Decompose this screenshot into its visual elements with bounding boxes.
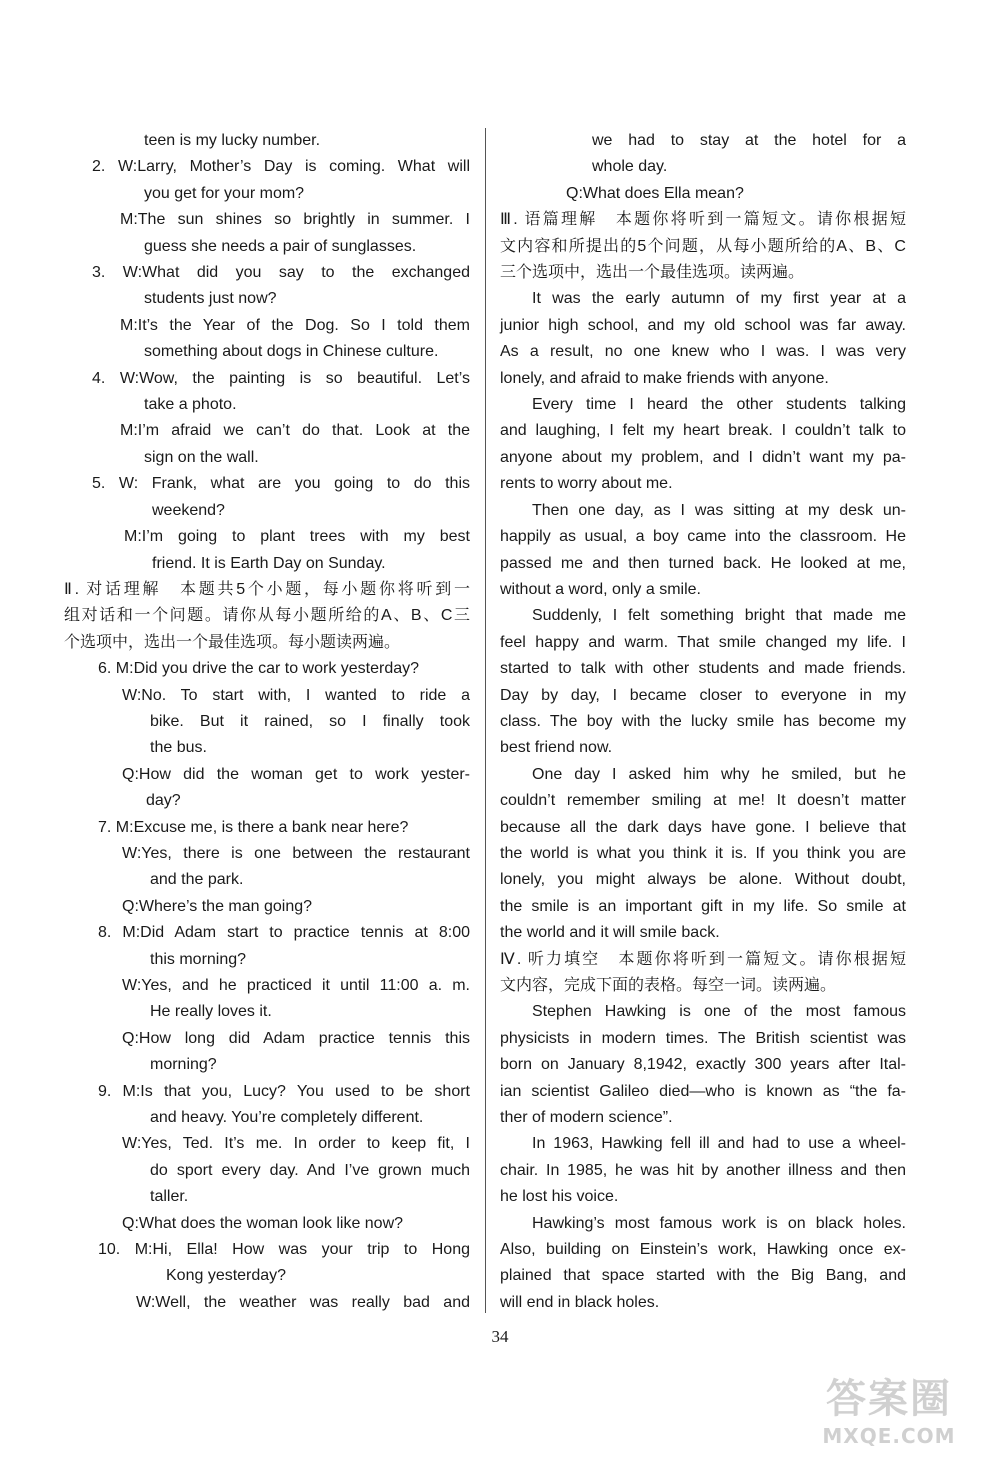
text-line: In 1963, Hawking fell ill and had to use a wheel- [532,1135,906,1153]
text-line: the bus. [150,739,207,757]
text-line: passed me and then turned back. He looked at me, [500,554,906,572]
text-line: 个选项中，选出一个最佳选项。每小题读两遍。 [64,633,401,651]
text-line: best friend now. [500,739,613,757]
text-line: Q:Where’s the man going? [122,897,313,915]
text-line: will end in black holes. [500,1293,660,1311]
text-line: W:Yes, and he practiced it until 11:00 a. m. [122,977,470,994]
text-line: this morning? [150,950,247,968]
text-line: Q:How did the woman get to work yester- [122,765,470,783]
text-line: One day I asked him why he smiled, but he [532,765,906,783]
text-line: and the park. [150,871,244,889]
text-line: Q:How long did Adam practice tennis this [122,1029,470,1047]
text-line: the world is what you think it is. If you think you are [500,844,906,862]
text-line: It was the early autumn of my first year at a [532,290,906,308]
text-line: the smile is an important gift in my life. So smile at [500,897,906,915]
text-line: 文内容和所提出的5个问题，从每小题所给的A、B、C [500,237,906,255]
text-line: and heavy. You’re completely different. [150,1109,424,1127]
text-line: take a photo. [144,396,237,414]
text-line: Also, building on Einstein’s work, Hawking once ex- [500,1241,906,1259]
text-line: Suddenly, I felt something bright that made me [532,607,906,625]
text-line: started to talk with other students and made friends. [500,660,906,678]
text-line: day? [146,792,181,810]
text-line: Hawking’s most famous work is on black holes. [532,1214,906,1232]
text-line: W:Yes, Ted. It’s me. In order to keep fit, I [122,1135,470,1153]
text-line: Ⅳ. 听力填空 本题你将听到一篇短文。请你根据短 [500,950,906,968]
text-line: feel happy and warm. That smile changed my life. I [500,633,906,651]
text-line: 组对话和一个问题。请你从每小题所给的A、B、C三 [64,607,470,625]
text-line: friend. It is Earth Day on Sunday. [152,554,386,572]
watermark-url: MXQE.COM [822,1424,956,1448]
text-line: taller. [150,1188,189,1206]
text-line: 7. M:Excuse me, is there a bank near here? [98,818,409,836]
right-column [500,128,906,1316]
text-line: 4. W:Wow, the painting is so beautiful. Let’s [92,369,470,387]
watermark-text: 答案圈 [826,1376,952,1422]
text-line: M:I’m afraid we can’t do that. Look at the [120,422,470,440]
text-line: anyone about my problem, and I didn’t want my pa- [500,448,906,466]
text-line: As a result, no one knew who I was. I was very [500,343,906,361]
text-line: ian scientist Galileo died—who is known as “the fa- [500,1082,906,1100]
text-line: ther of modern science”. [500,1109,673,1127]
watermark-logo [814,1367,964,1448]
text-line: weekend? [152,501,225,519]
text-line: we had to stay at the hotel for a [592,132,906,149]
text-line: W:No. To start with, I wanted to ride a [122,686,470,704]
text-line: Q:What does the woman look like now? [122,1214,404,1232]
text-line: M:The sun shines so brightly in summer. I [120,211,470,229]
text-line: 3. W:What did you say to the exchanged [92,264,470,282]
text-line: Every time I heard the other students talking [532,396,906,414]
text-line: lonely, and afraid to make friends with anyone. [500,369,829,387]
text-line: and laughing, I felt my heart break. I couldn’t talk to [500,422,906,440]
text-line: teen is my lucky number. [144,132,321,149]
text-line: Ⅲ. 语篇理解 本题你将听到一篇短文。请你根据短 [500,211,906,229]
text-line: junior high school, and my old school was far away. [500,316,906,334]
text-line: couldn’t remember smiling at me! It doesn’t matter [500,792,906,810]
text-line: 8. M:Did Adam start to practice tennis at 8:00 [98,924,470,942]
text-line: physicists in modern times. The British scientist was [500,1029,906,1047]
text-line: rents to worry about me. [500,475,673,493]
text-line: born on January 8,1942, exactly 300 years after Ital- [500,1056,906,1074]
text-line: Then one day, as I was sitting at my desk un- [532,501,906,519]
text-line: 文内容，完成下面的表格。每空一词。读两遍。 [500,977,837,994]
text-line: you get for your mom? [144,184,305,202]
text-line: 9. M:Is that you, Lucy? You used to be short [98,1082,470,1100]
text-line: Ⅱ. 对话理解 本题共5个小题，每小题你将听到一 [64,580,470,598]
text-line: something about dogs in Chinese culture. [144,343,439,361]
text-line: he lost his voice. [500,1188,619,1206]
text-line: do sport every day. And I’ve grown much [150,1161,470,1179]
text-line: M:I’m going to plant trees with my best [124,528,470,546]
text-line: W:Well, the weather was really bad and [136,1293,470,1311]
text-line: bike. But it rained, so I finally took [150,712,470,730]
text-line: because all the dark days have gone. I believe that [500,818,906,836]
text-line: plained that space started with the Big Bang, and [500,1267,906,1285]
text-line: M:It’s the Year of the Dog. So I told them [120,316,470,334]
text-line: without a word, only a smile. [500,580,701,598]
text-line: the world and it will smile back. [500,924,720,942]
text-line: class. The boy with the lucky smile has become my [500,712,906,730]
text-line: W:Yes, there is one between the restaurant [122,844,470,862]
page-number: 34 [491,1327,509,1346]
text-line: sign on the wall. [144,448,259,466]
left-column [64,128,470,1316]
text-line: 三个选项中，选出一个最佳选项。读两遍。 [500,264,805,282]
text-line: 10. M:Hi, Ella! How was your trip to Hong [98,1241,470,1259]
text-line: 6. M:Did you drive the car to work yesterday? [98,660,420,678]
text-line: students just now? [144,290,277,308]
text-line: Kong yesterday? [166,1267,287,1285]
text-line: Q:What does Ella mean? [566,184,744,202]
text-line: Day by day, I became closer to everyone in my [500,686,906,704]
text-line: morning? [150,1056,217,1074]
text-line: 5. W: Frank, what are you going to do this [92,475,470,493]
text-line: lonely, you might always be alone. Without doubt, [500,871,906,889]
text-line: whole day. [592,158,668,176]
text-line: He really loves it. [150,1003,272,1021]
text-line: 2. W:Larry, Mother’s Day is coming. What will [92,158,470,176]
column-divider [485,128,486,1313]
text-line: happily as usual, a boy came into the classroom. He [500,528,906,546]
text-line: Stephen Hawking is one of the most famous [532,1003,906,1021]
text-line: guess she needs a pair of sunglasses. [144,237,417,255]
text-line: chair. In 1985, he was hit by another illness and then [500,1161,906,1179]
